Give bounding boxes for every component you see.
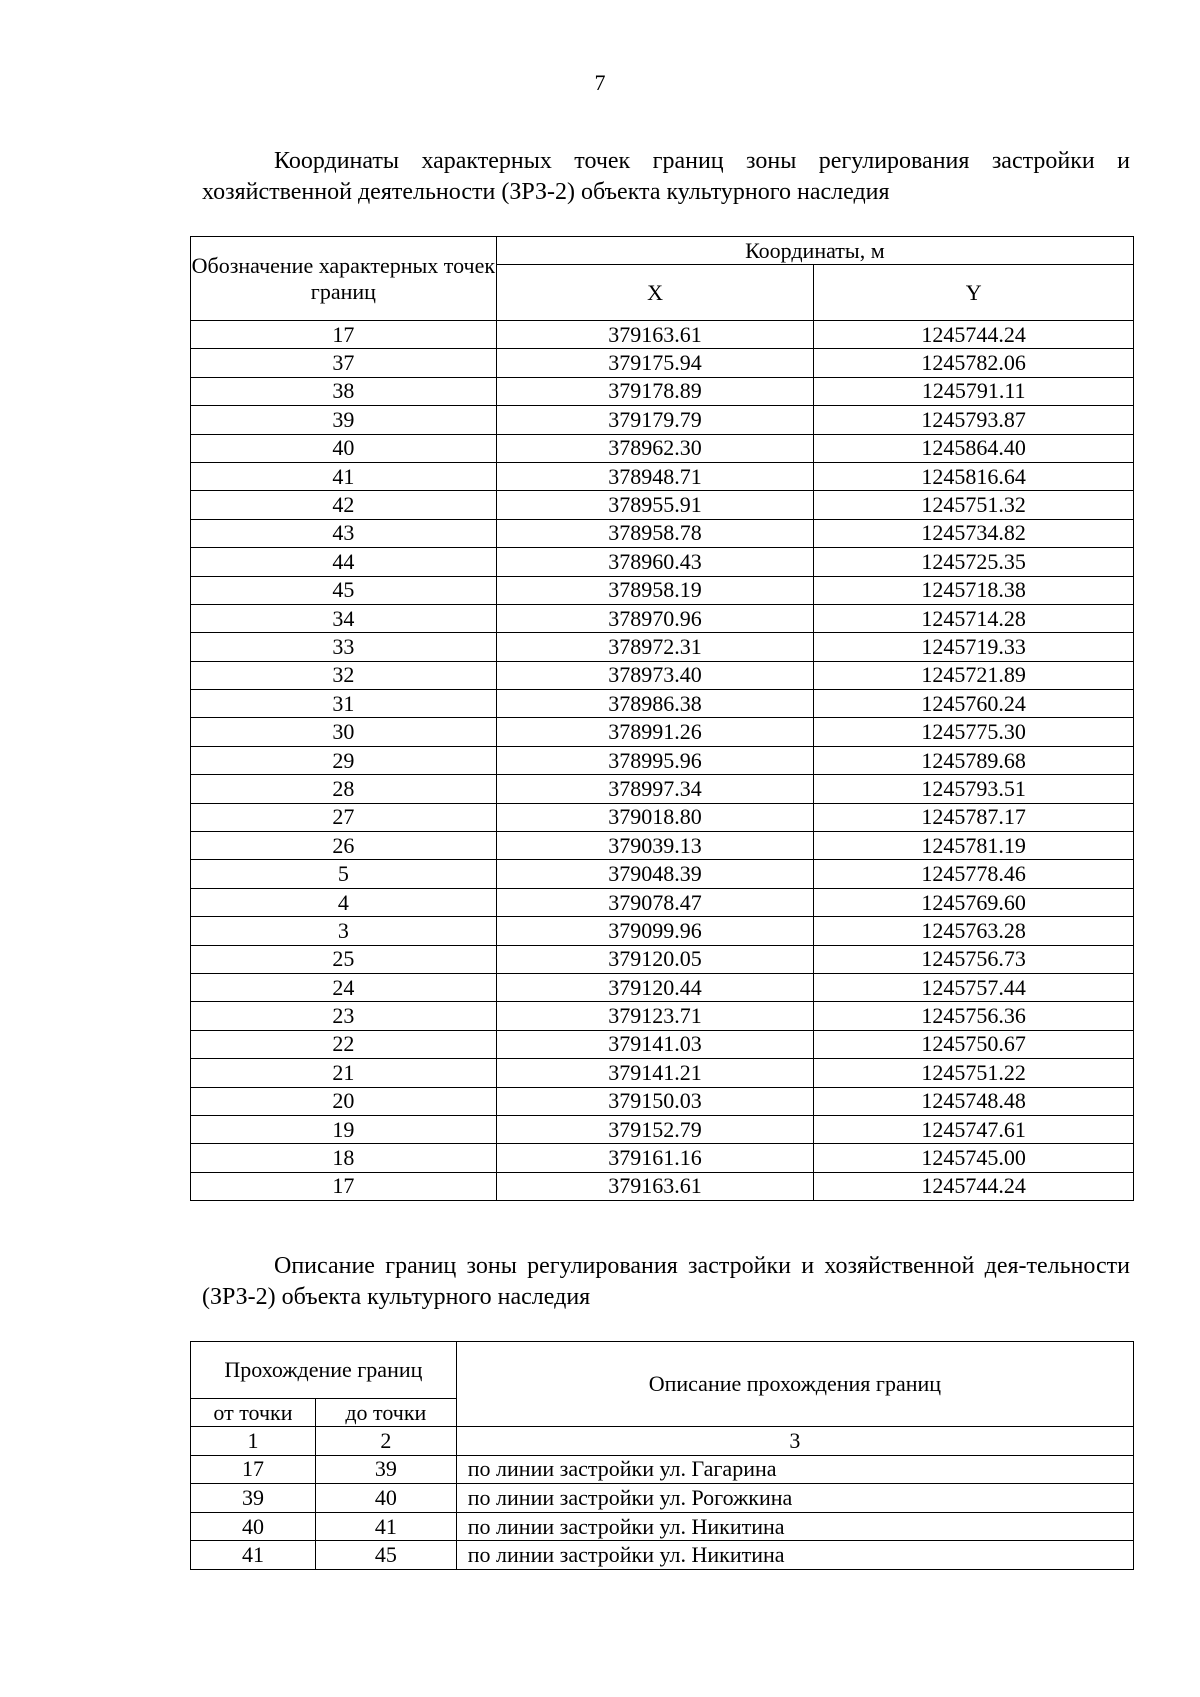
coordinates-heading: Координаты характерных точек границ зоны регулирования застройки и хозяйственной деятельности (ЗРЗ-2) объекта культурного наследия [202, 148, 1130, 205]
y-coordinate-cell: 1245791.11 [814, 377, 1134, 405]
to-point-cell: 40 [315, 1484, 456, 1513]
table-row [191, 604, 1134, 632]
description-cell: по линии застройки ул. Рогожкина [456, 1484, 1133, 1513]
x-coordinate-cell: 378958.19 [496, 576, 814, 604]
table-row [191, 377, 1134, 405]
point-cell: 29 [191, 746, 497, 774]
y-coordinate-cell: 1245719.33 [814, 633, 1134, 661]
x-coordinate-cell: 379018.80 [496, 803, 814, 831]
table-row [191, 1144, 1134, 1172]
coordinates-table [190, 236, 1134, 1201]
table-row [191, 1059, 1134, 1087]
x-coordinate-cell: 379163.61 [496, 1172, 814, 1200]
table-row [191, 1087, 1134, 1115]
y-coordinate-cell: 1245751.32 [814, 491, 1134, 519]
table-row [191, 548, 1134, 576]
y-coordinate-cell: 1245760.24 [814, 690, 1134, 718]
point-cell: 43 [191, 519, 497, 547]
table-row [191, 462, 1134, 490]
boundary-description-table-body [191, 1455, 1134, 1569]
table-row [191, 775, 1134, 803]
table-row [191, 434, 1134, 462]
x-coordinate-cell: 379179.79 [496, 406, 814, 434]
description-cell: по линии застройки ул. Никитина [456, 1512, 1133, 1541]
table-row [191, 1172, 1134, 1200]
x-coordinate-cell: 379123.71 [496, 1002, 814, 1030]
y-coordinate-cell: 1245769.60 [814, 888, 1134, 916]
point-cell: 19 [191, 1115, 497, 1143]
x-coordinate-cell: 379141.03 [496, 1030, 814, 1058]
page-number: 7 [594, 70, 606, 95]
point-cell: 32 [191, 661, 497, 689]
y-coordinate-cell: 1245734.82 [814, 519, 1134, 547]
table-row [191, 803, 1134, 831]
to-point-cell: 41 [315, 1512, 456, 1541]
x-coordinate-cell: 378986.38 [496, 690, 814, 718]
x-coordinate-cell: 378960.43 [496, 548, 814, 576]
table-row [191, 1541, 1134, 1570]
y-coordinate-cell: 1245721.89 [814, 661, 1134, 689]
table-row [191, 746, 1134, 774]
table-row [191, 519, 1134, 547]
header-y: Y [814, 265, 1134, 321]
table-row [191, 860, 1134, 888]
table-row [191, 1030, 1134, 1058]
point-cell: 20 [191, 1087, 497, 1115]
boundary-description-table [190, 1341, 1134, 1570]
y-coordinate-cell: 1245789.68 [814, 746, 1134, 774]
point-cell: 31 [191, 690, 497, 718]
table-row [191, 661, 1134, 689]
point-cell: 5 [191, 860, 497, 888]
point-cell: 17 [191, 1172, 497, 1200]
table-row [191, 832, 1134, 860]
x-coordinate-cell: 379048.39 [496, 860, 814, 888]
table-row [191, 917, 1134, 945]
x-coordinate-cell: 378995.96 [496, 746, 814, 774]
header-point-designation: Обозначение характерных точек границ [191, 237, 497, 321]
table-row [191, 888, 1134, 916]
header-from-point: от точки [191, 1399, 316, 1427]
x-coordinate-cell: 378962.30 [496, 434, 814, 462]
x-coordinate-cell: 379152.79 [496, 1115, 814, 1143]
table-row [191, 633, 1134, 661]
y-coordinate-cell: 1245816.64 [814, 462, 1134, 490]
y-coordinate-cell: 1245744.24 [814, 1172, 1134, 1200]
point-cell: 30 [191, 718, 497, 746]
y-coordinate-cell: 1245714.28 [814, 604, 1134, 632]
to-point-cell: 39 [315, 1455, 456, 1484]
description-cell: по линии застройки ул. Никитина [456, 1541, 1133, 1570]
x-coordinate-cell: 378970.96 [496, 604, 814, 632]
y-coordinate-cell: 1245747.61 [814, 1115, 1134, 1143]
column-number-2: 2 [315, 1427, 456, 1456]
table-row [191, 576, 1134, 604]
point-cell: 22 [191, 1030, 497, 1058]
y-coordinate-cell: 1245750.67 [814, 1030, 1134, 1058]
x-coordinate-cell: 379150.03 [496, 1087, 814, 1115]
point-cell: 21 [191, 1059, 497, 1087]
header-boundary-description: Описание прохождения границ [456, 1342, 1133, 1427]
y-coordinate-cell: 1245763.28 [814, 917, 1134, 945]
point-cell: 37 [191, 349, 497, 377]
y-coordinate-cell: 1245775.30 [814, 718, 1134, 746]
point-cell: 23 [191, 1002, 497, 1030]
point-cell: 25 [191, 945, 497, 973]
point-cell: 4 [191, 888, 497, 916]
point-cell: 34 [191, 604, 497, 632]
from-point-cell: 39 [191, 1484, 316, 1513]
point-cell: 41 [191, 462, 497, 490]
header-boundary-passage: Прохождение границ [191, 1342, 457, 1399]
point-cell: 24 [191, 973, 497, 1001]
x-coordinate-cell: 379175.94 [496, 349, 814, 377]
column-number-1: 1 [191, 1427, 316, 1456]
y-coordinate-cell: 1245781.19 [814, 832, 1134, 860]
y-coordinate-cell: 1245744.24 [814, 321, 1134, 349]
to-point-cell: 45 [315, 1541, 456, 1570]
from-point-cell: 17 [191, 1455, 316, 1484]
y-coordinate-cell: 1245756.36 [814, 1002, 1134, 1030]
y-coordinate-cell: 1245756.73 [814, 945, 1134, 973]
table-row [191, 1455, 1134, 1484]
table-row [191, 1002, 1134, 1030]
x-coordinate-cell: 379078.47 [496, 888, 814, 916]
header-x: X [496, 265, 814, 321]
x-coordinate-cell: 379141.21 [496, 1059, 814, 1087]
x-coordinate-cell: 379039.13 [496, 832, 814, 860]
from-point-cell: 40 [191, 1512, 316, 1541]
x-coordinate-cell: 378973.40 [496, 661, 814, 689]
x-coordinate-cell: 379161.16 [496, 1144, 814, 1172]
point-cell: 33 [191, 633, 497, 661]
point-cell: 26 [191, 832, 497, 860]
x-coordinate-cell: 379178.89 [496, 377, 814, 405]
y-coordinate-cell: 1245782.06 [814, 349, 1134, 377]
x-coordinate-cell: 378948.71 [496, 462, 814, 490]
from-point-cell: 41 [191, 1541, 316, 1570]
y-coordinate-cell: 1245793.51 [814, 775, 1134, 803]
table-row [191, 1484, 1134, 1513]
table-row [191, 690, 1134, 718]
y-coordinate-cell: 1245748.48 [814, 1087, 1134, 1115]
y-coordinate-cell: 1245745.00 [814, 1144, 1134, 1172]
x-coordinate-cell: 378972.31 [496, 633, 814, 661]
x-coordinate-cell: 379120.44 [496, 973, 814, 1001]
point-cell: 3 [191, 917, 497, 945]
y-coordinate-cell: 1245725.35 [814, 548, 1134, 576]
y-coordinate-cell: 1245718.38 [814, 576, 1134, 604]
x-coordinate-cell: 378955.91 [496, 491, 814, 519]
y-coordinate-cell: 1245864.40 [814, 434, 1134, 462]
header-coordinates: Координаты, м [496, 237, 1133, 265]
point-cell: 39 [191, 406, 497, 434]
y-coordinate-cell: 1245751.22 [814, 1059, 1134, 1087]
table-row [191, 1115, 1134, 1143]
point-cell: 38 [191, 377, 497, 405]
x-coordinate-cell: 379120.05 [496, 945, 814, 973]
point-cell: 42 [191, 491, 497, 519]
y-coordinate-cell: 1245787.17 [814, 803, 1134, 831]
description-heading: Описание границ зоны регулирования застройки и хозяйственной дея-тельности (ЗРЗ-2) объекта культурного наследия [202, 1253, 1130, 1310]
x-coordinate-cell: 378997.34 [496, 775, 814, 803]
y-coordinate-cell: 1245778.46 [814, 860, 1134, 888]
point-cell: 28 [191, 775, 497, 803]
point-cell: 44 [191, 548, 497, 576]
header-to-point: до точки [315, 1399, 456, 1427]
point-cell: 45 [191, 576, 497, 604]
y-coordinate-cell: 1245793.87 [814, 406, 1134, 434]
point-cell: 17 [191, 321, 497, 349]
table-row [191, 973, 1134, 1001]
point-cell: 40 [191, 434, 497, 462]
x-coordinate-cell: 379163.61 [496, 321, 814, 349]
x-coordinate-cell: 378958.78 [496, 519, 814, 547]
point-cell: 27 [191, 803, 497, 831]
description-cell: по линии застройки ул. Гагарина [456, 1455, 1133, 1484]
table-row [191, 718, 1134, 746]
y-coordinate-cell: 1245757.44 [814, 973, 1134, 1001]
column-number-3: 3 [456, 1427, 1133, 1456]
x-coordinate-cell: 379099.96 [496, 917, 814, 945]
table-row [191, 406, 1134, 434]
x-coordinate-cell: 378991.26 [496, 718, 814, 746]
table-row [191, 945, 1134, 973]
table-row [191, 321, 1134, 349]
point-cell: 18 [191, 1144, 497, 1172]
table-row [191, 349, 1134, 377]
table-row [191, 491, 1134, 519]
coordinates-table-body [191, 321, 1134, 1201]
table-row [191, 1512, 1134, 1541]
